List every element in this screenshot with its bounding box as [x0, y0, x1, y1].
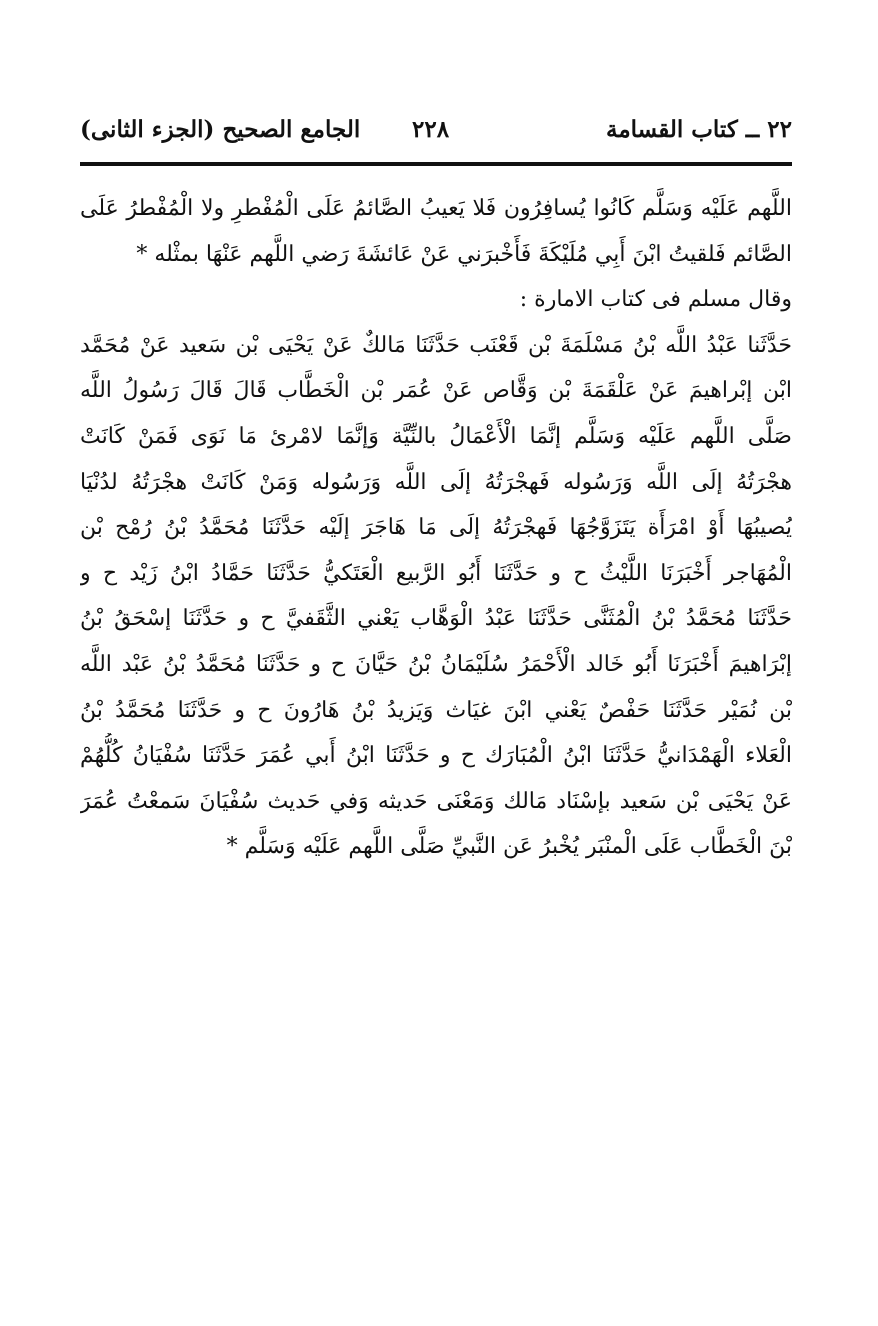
text-line: حَدَّثَنا عَبْدُ اللَّه بْنُ مَسْلَمَةَ بْن قَعْنَب حَدَّثَنَا مَالكٌ عَنْ يَحْيَى بْن سَعيد عَنْ مُحَمَّد: [80, 332, 792, 358]
text-line: اللَّهم عَلَيْه وَسَلَّم كَانُوا يُسافِرُون فَلا يَعيبُ الصَّائمُ عَلَى الْمُفْطرِ ولا الْمُفْطرُ عَلَى: [80, 196, 792, 221]
section-heading: وقال مسلم فى كتاب الامارة :: [519, 287, 792, 313]
page-number: ٢٢٨: [412, 116, 450, 143]
text-line: حَدَّثَنَا مُحَمَّدُ بْنُ الْمُثَنَّى حَدَّثَنَا عَبْدُ الْوَهَّاب يَعْني الثَّقَفيَّ ح و حَدَّثَنَا إسْحَقُ بْنُ: [80, 606, 792, 632]
chapter-title: ٢٢ ــ كتاب القسامة: [606, 116, 792, 143]
text-line: بْن نُمَيْر حَدَّثَنَا حَفْصٌ يَعْني ابْنَ غيَاث وَيَزيدُ بْنُ هَارُونَ ح و حَدَّثَنَا مُحَمَّدُ بْنُ: [80, 697, 792, 723]
text-line: عَنْ يَحْيَى بْن سَعيد بإسْنَاد مَالك وَمَعْنَى حَديثه وَفي حَديث سُفْيَانَ سَمعْتُ عُمَرَ: [80, 788, 792, 814]
text-line: هجْرَتُهُ إلَى اللَّه وَرَسُوله فَهجْرَتُهُ إلَى اللَّه وَرَسُوله وَمَنْ كَانَتْ هجْرَتُهُ لدُنْيَا: [80, 469, 792, 495]
text-line: الْمُهَاجر أَخْبَرَنَا اللَّيْثُ ح و حَدَّثَنَا أَبُو الرَّبيع الْعَتَكيُّ حَدَّثَنَا حَمَّادُ ابْنُ زَيْد ح و: [80, 560, 792, 586]
text-line: إبْرَاهيمَ أَخْبَرَنَا أَبُو خَالد الْأَحْمَرُ سُلَيْمَانُ بْنُ حَيَّانَ ح و حَدَّثَنَا مُحَمَّدُ بْنُ عَبْد اللَّه: [80, 651, 792, 677]
text-line: ابْن إبْراهيمَ عَنْ عَلْقَمَةَ بْن وَقَّاص عَنْ عُمَر بْن الْخَطَّاب قَالَ قَالَ رَسُولُ اللَّه: [80, 378, 792, 404]
book-title: الجامع الصحيح (الجزء الثانى): [80, 116, 361, 143]
text-line: الْعَلاء الْهَمْدَانيُّ حَدَّثَنَا ابْنُ الْمُبَارَك ح و حَدَّثَنَا ابْنُ أَبي عُمَرَ حَدَّثَنَا سُفْيَانُ كُلُّهُمْ: [80, 743, 792, 769]
page-body-text: [80, 186, 792, 870]
text-line: الصَّائم فَلقيتُ ابْنَ أَبِي مُلَيْكَةَ فَأَخْبرَني عَنْ عَائشَةَ رَضي اللَّهم عَنْهَا بمثْله *: [136, 241, 792, 267]
text-line: يُصيبُهَا أَوْ امْرَأَة يَتَزَوَّجُهَا فَهجْرَتُهُ إلَى مَا هَاجَرَ إلَيْه حَدَّثَنَا مُحَمَّدُ بْنُ رُمْح بْن: [80, 515, 792, 541]
text-line: صَلَّى اللَّهم عَلَيْه وَسَلَّم إنَّمَا الْأَعْمَالُ بالنِّيَّة وَإنَّمَا لامْرئ مَا نَوَى فَمَنْ كَانَتْ: [80, 423, 792, 449]
page-header: [80, 108, 792, 152]
text-line: بْنَ الْخَطَّاب عَلَى الْمنْبَر يُخْبرُ عَن النَّبيِّ صَلَّى اللَّهم عَلَيْه وَسَلَّم *: [226, 834, 792, 860]
header-divider: [80, 162, 792, 166]
